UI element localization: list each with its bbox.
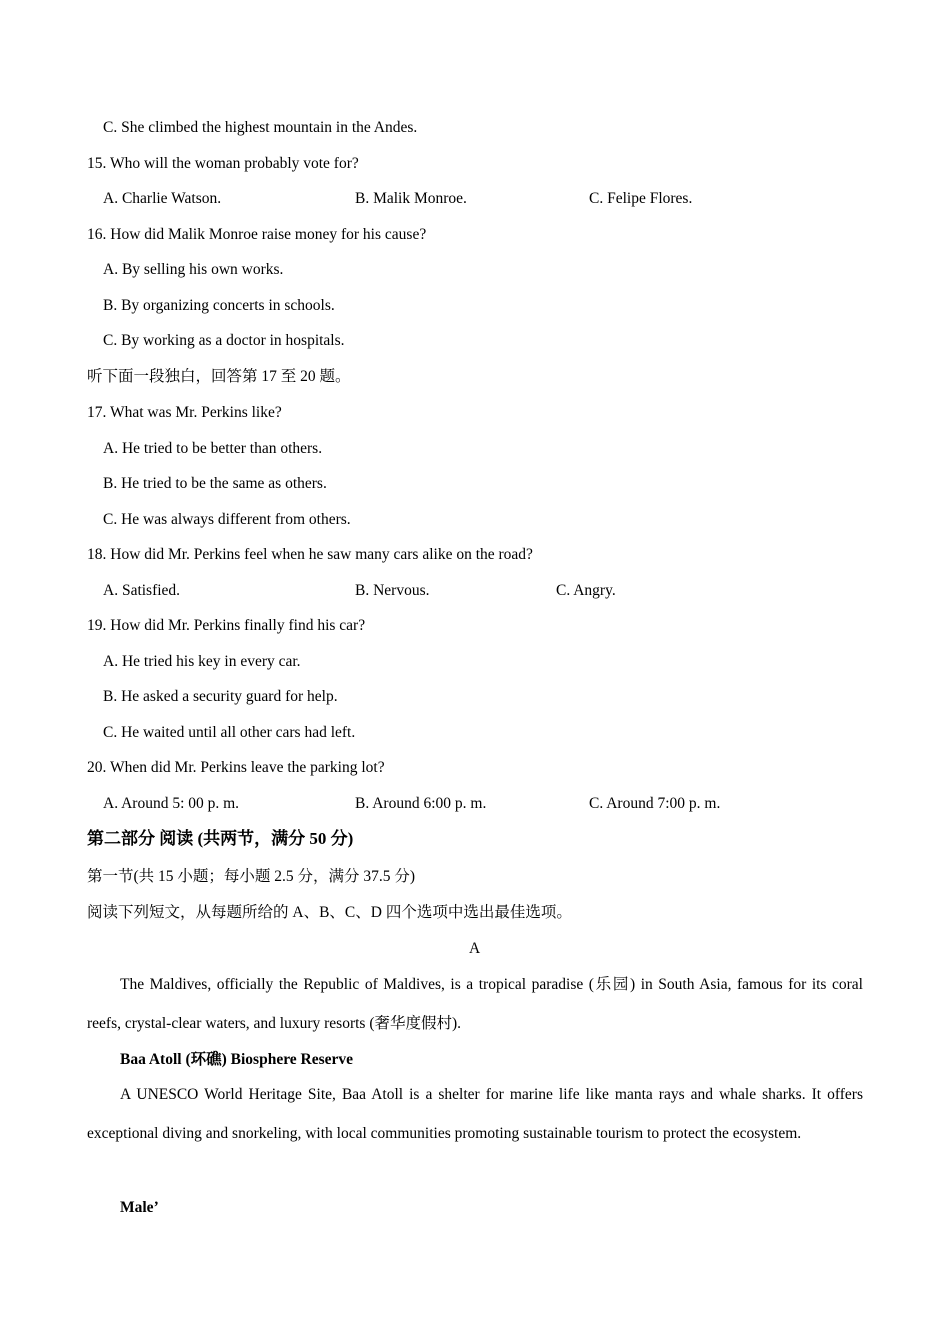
q15-question: 15. Who will the woman probably vote for? <box>87 155 359 172</box>
passage-intro-text: The Maldives, officially the Republic of Maldives, is a tropical paradise (乐园) in South Asia, famous for its coral reefs, crystal-clear waters, and luxury resorts (奢华度假村). <box>87 976 863 1032</box>
q17-option-c: C. He was always different from others. <box>103 511 351 528</box>
q20-option-a: A. Around 5: 00 p. m. <box>103 795 240 812</box>
q19-question: 19. How did Mr. Perkins finally find his car? <box>87 617 366 634</box>
q18-option-a: A. Satisfied. <box>103 582 181 599</box>
q14-option-c: C. She climbed the highest mountain in the Andes. <box>103 119 418 136</box>
section1-title: 第一节(共 15 小题；每小题 2.5 分，满分 37.5 分) <box>87 868 416 885</box>
reading-instruction: 阅读下列短文，从每题所给的 A、B、C、D 四个选项中选出最佳选项。 <box>87 904 572 921</box>
part2-heading: 第二部分 阅读 (共两节，满分 50 分) <box>87 829 354 848</box>
q20-question: 20. When did Mr. Perkins leave the parking lot? <box>87 759 385 776</box>
passage-letter: A <box>469 940 481 957</box>
q17-option-a: A. He tried to be better than others. <box>103 440 323 457</box>
baa-atoll-text: A UNESCO World Heritage Site, Baa Atoll is a shelter for marine life like manta rays and whale sharks. It offers exceptional diving and snorkeling, with local communities promoting sustainable tourism to protect the ecosystem. <box>87 1086 863 1142</box>
q15-option-a: A. Charlie Watson. <box>103 190 222 207</box>
q16-option-a: A. By selling his own works. <box>103 261 284 278</box>
q15-option-c: C. Felipe Flores. <box>589 190 693 207</box>
q20-option-b: B. Around 6:00 p. m. <box>355 795 487 812</box>
q17-question: 17. What was Mr. Perkins like? <box>87 404 282 421</box>
q16-option-c: C. By working as a doctor in hospitals. <box>103 332 345 349</box>
baa-atoll-paragraph <box>87 1075 863 1153</box>
subheading-baa-atoll: Baa Atoll (环礁) Biosphere Reserve <box>120 1051 354 1068</box>
q16-question: 16. How did Malik Monroe raise money for his cause? <box>87 226 427 243</box>
subheading-male: Male’ <box>120 1199 159 1216</box>
q19-option-b: B. He asked a security guard for help. <box>103 688 338 705</box>
monologue-instruction: 听下面一段独白，回答第 17 至 20 题。 <box>87 368 351 385</box>
q18-question: 18. How did Mr. Perkins feel when he saw many cars alike on the road? <box>87 546 533 563</box>
q16-option-b: B. By organizing concerts in schools. <box>103 297 335 314</box>
q17-option-b: B. He tried to be the same as others. <box>103 475 327 492</box>
q20-option-c: C. Around 7:00 p. m. <box>589 795 721 812</box>
q19-option-a: A. He tried his key in every car. <box>103 653 301 670</box>
q19-option-c: C. He waited until all other cars had left. <box>103 724 356 741</box>
q18-option-c: C. Angry. <box>556 582 616 599</box>
passage-intro <box>87 965 863 1043</box>
q15-option-b: B. Malik Monroe. <box>355 190 467 207</box>
q18-option-b: B. Nervous. <box>355 582 430 599</box>
